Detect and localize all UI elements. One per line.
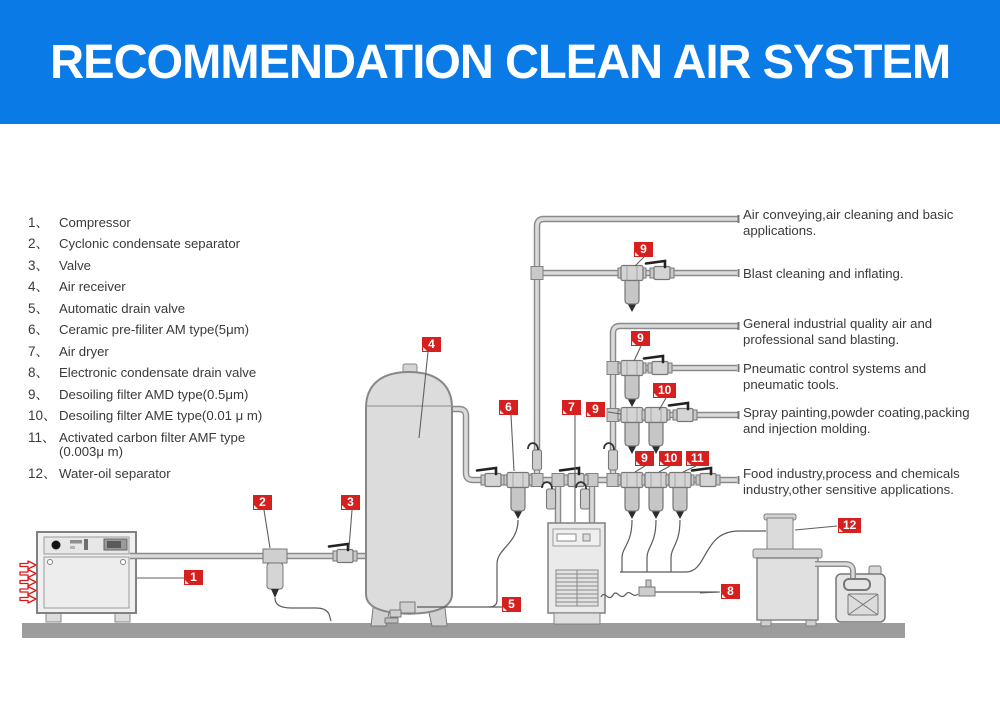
callout-4-air-receiver: 4: [422, 337, 441, 352]
annotation-blast-cleaning: Blast cleaning and inflating.: [743, 266, 904, 281]
callout-7-air-dryer: 7: [562, 400, 581, 415]
legend-item-text: Ceramic pre-filiter AM type(5μm): [59, 322, 250, 338]
valve-branch5: [669, 403, 697, 422]
legend-item-11: [28, 431, 313, 460]
valve-3: [329, 544, 357, 563]
legend-item-text: Cyclonic condensate separator: [59, 236, 241, 252]
legend-item-3: [28, 259, 313, 273]
legend-item-text: Electronic condensate drain valve: [59, 365, 257, 381]
legend-item-9: [28, 388, 313, 402]
legend-item-number: 7、: [28, 343, 50, 359]
filter-9-branch2: [618, 266, 646, 313]
legend-item-number: 10、: [28, 408, 57, 424]
callout-9-filter-branch6: 9: [635, 451, 654, 466]
legend-item-7: [28, 345, 313, 359]
callout-11-carbon-filter: 11: [686, 451, 709, 466]
legend-item-text: Compressor: [59, 215, 131, 230]
legend-item-number: 4、: [28, 279, 50, 295]
filter-11-branch6: [666, 473, 694, 520]
filter-6: [504, 473, 532, 520]
callout-2-cyclonic-separator: 2: [253, 495, 272, 510]
oil-canister: [836, 566, 885, 622]
legend-item-number: 5、: [28, 300, 50, 316]
page-title: RECOMMENDATION CLEAN AIR SYSTEM: [50, 35, 950, 89]
callout-10-filter-branch5: 10: [653, 383, 676, 398]
callout-9-filter-branch2: 9: [634, 242, 653, 257]
legend-item-text: Activated carbon filter AMF type (0.003μ m): [59, 429, 246, 460]
condensate-drain-valve-8: [639, 580, 655, 596]
annotation-air-conveying: Air conveying,air cleaning and basic applications.: [743, 207, 954, 238]
filter-10-branch5: [642, 408, 670, 455]
legend-item-number: 3、: [28, 257, 50, 273]
annotation-food-industry: Food industry,process and chemicals industry,other sensitive applications.: [743, 466, 960, 497]
legend-item-text: Desoiling filter AMD type(0.5μm): [59, 386, 249, 402]
floor: [22, 623, 905, 638]
legend-item-number: 6、: [28, 322, 50, 338]
legend-item-number: 1、: [28, 215, 50, 230]
legend-item-8: [28, 366, 313, 380]
legend-item-text: Automatic drain valve: [59, 300, 186, 316]
callout-6-ceramic-prefilter: 6: [499, 400, 518, 415]
legend-item-12: [28, 467, 313, 481]
legend-item-2: [28, 237, 313, 251]
callout-3-valve: 3: [341, 495, 360, 510]
legend-item-10: [28, 409, 313, 423]
annotation-pneumatic-control: Pneumatic control systems and pneumatic tools.: [743, 361, 927, 392]
callout-9-filter-branch4: 9: [631, 331, 650, 346]
legend-item-text-line2: (0.003μ m): [59, 444, 124, 460]
filter-9-branch4: [618, 361, 646, 408]
annotation-spray-painting: Spray painting,powder coating,packing and injection molding.: [743, 405, 970, 436]
legend-item-6: [28, 323, 313, 337]
air-dryer-unit: [548, 523, 605, 624]
legend-item-number: 11、: [28, 429, 56, 445]
legend-item-text: Desoiling filter AME type(0.01 μ m): [59, 408, 263, 424]
callout-8-drain-valve: 8: [721, 584, 740, 599]
legend-item-number: 12、: [28, 465, 57, 481]
airflow-arrows-icon: [20, 561, 36, 603]
callout-12-water-oil-separator: 12: [838, 518, 861, 533]
valve-main: [477, 468, 505, 487]
valve-branch2: [646, 261, 674, 280]
legend-item-number: 9、: [28, 386, 50, 402]
annotation-general-industrial: General industrial quality air and professional sand blasting.: [743, 316, 933, 347]
compressor: [37, 532, 136, 622]
valve-branch4: [644, 356, 672, 375]
air-receiver-tank: [366, 364, 452, 626]
component-legend: [28, 216, 313, 488]
legend-item-number: 8、: [28, 365, 50, 381]
legend-item-text: Air dryer: [59, 343, 109, 359]
legend-item-number: 2、: [28, 236, 50, 252]
legend-item-1: [28, 216, 313, 230]
callout-1-compressor: 1: [184, 570, 203, 585]
legend-item-5: [28, 302, 313, 316]
valve-branch6: [692, 468, 720, 487]
cyclonic-separator: [263, 549, 331, 621]
callout-9-filter-branch5: 9: [586, 402, 605, 417]
legend-item-text: Air receiver: [59, 279, 126, 295]
legend-item-text: Valve: [59, 257, 92, 273]
legend-item-text: Water-oil separator: [59, 465, 171, 481]
header-banner: [0, 0, 1000, 124]
callout-5-auto-drain-valve: 5: [502, 597, 521, 612]
legend-item-4: [28, 280, 313, 294]
callout-10-filter-branch6: 10: [659, 451, 682, 466]
